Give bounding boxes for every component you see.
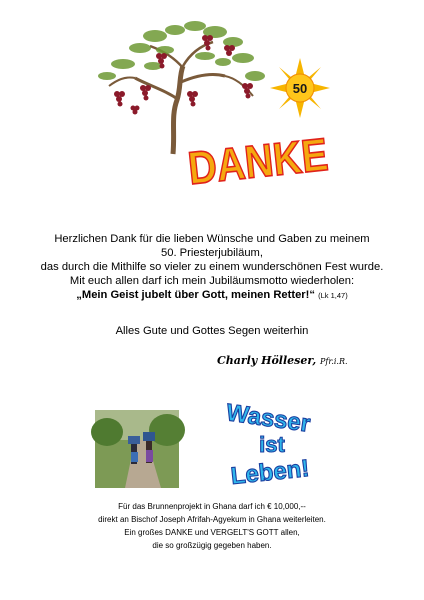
letter-line-1: Herzlichen Dank für die lieben Wünsche und Gaben zu meinem: [54, 233, 370, 245]
closing-text: Alles Gute und Gottes Segen weiterhin: [115, 325, 309, 337]
motto-line: [0, 288, 424, 303]
signature-title: Pfr.i.R.: [320, 357, 348, 366]
danke-word-art: [183, 122, 354, 195]
footer-text: [0, 500, 424, 552]
letter-line-4: Mit euch allen darf ich mein Jubiläumsmotto wiederholen:: [69, 275, 355, 287]
letter-line-3: das durch die Mithilfe so vieler zu einem wunderschönen Fest wurde.: [40, 261, 384, 273]
signature-name: Charly Hölleser,: [217, 354, 317, 367]
footer-line-3: Ein großes DANKE und VERGELT'S GOTT allen,: [124, 528, 300, 537]
anniversary-number: 50: [292, 81, 308, 96]
motto-text: „Mein Geist jubelt über Gott, meinen Retter!“: [76, 289, 315, 301]
footer-line-2: direkt an Bischof Joseph Afrifah-Agyekum in Ghana weiterleiten.: [98, 515, 326, 524]
danke-text: DANKE: [185, 125, 354, 195]
ist-text: ist: [259, 432, 285, 457]
sun-anniversary-icon: [270, 58, 330, 118]
footer-line-1: Für das Brunnenprojekt in Ghana darf ich € 10,000,--: [118, 502, 306, 511]
wasser-text: Wasser: [224, 399, 312, 438]
wasser-ist-leben-word-art: [200, 400, 340, 490]
footer-line-4: die so großzügig gegeben haben.: [152, 541, 272, 550]
letter-line-2: 50. Priesterjubiläum,: [161, 247, 263, 259]
letter-body: [0, 232, 424, 303]
water-carriers-photo: [95, 410, 179, 488]
leben-text: Leben!: [229, 454, 311, 491]
motto-reference: (Lk 1,47): [318, 291, 348, 300]
signature: [217, 354, 348, 367]
